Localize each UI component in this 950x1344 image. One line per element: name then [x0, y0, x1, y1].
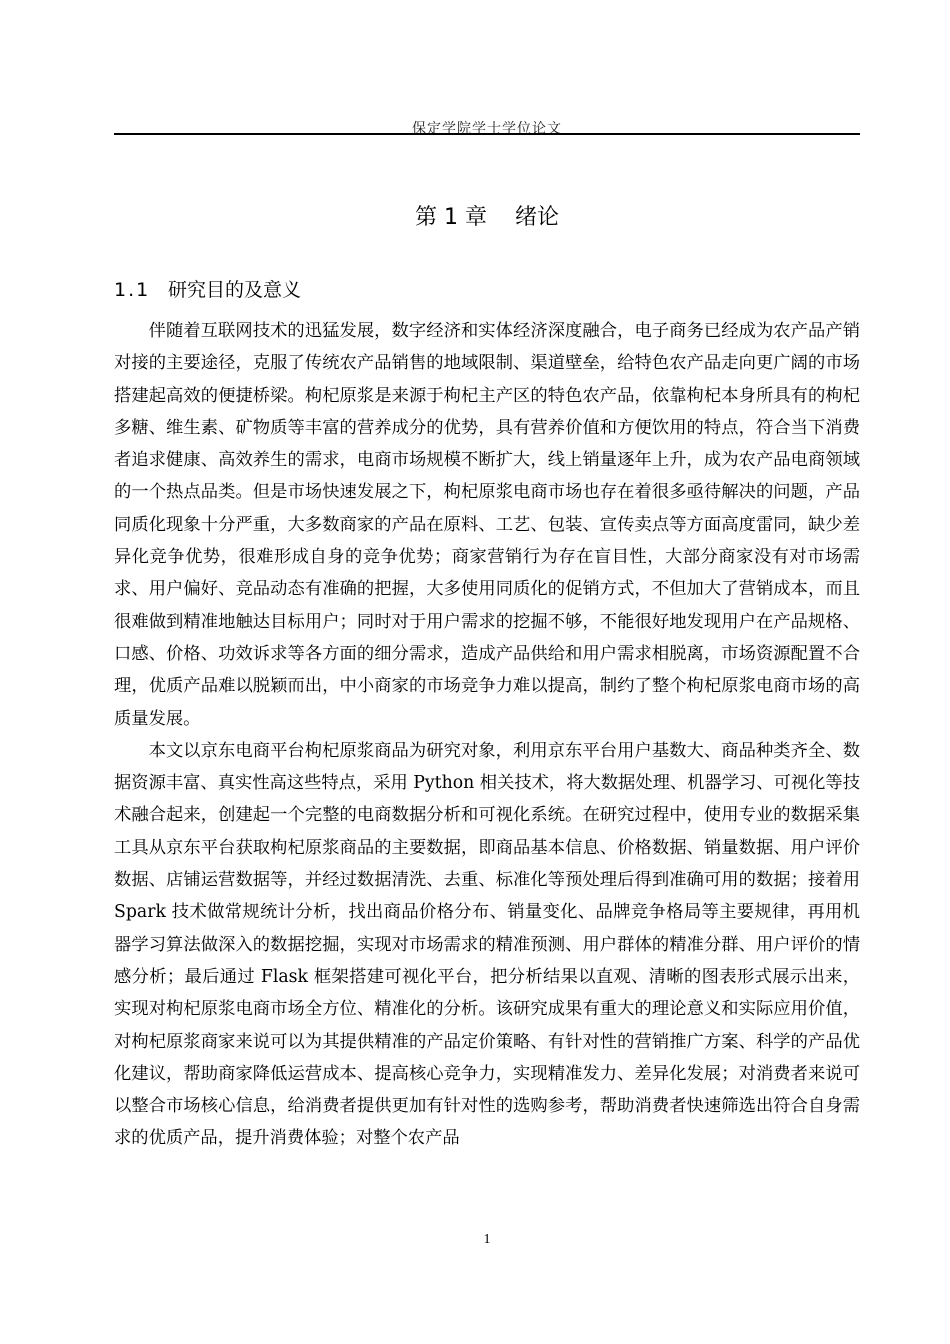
- header-rule: [114, 133, 860, 135]
- chapter-name: 绪论: [514, 205, 559, 230]
- running-header: 保定学院学士学位论文: [412, 121, 562, 137]
- section-name: 研究目的及意义: [168, 279, 302, 301]
- paragraph: 本文以京东电商平台枸杞原浆商品为研究对象，利用京东平台用户基数大、商品种类齐全、数据资源丰富、真实性高这些特点，采用 Python 相关技术，将大数据处理、机器学习、可视化等技术融合起来，创建起一个完整的电商数据分析和可视化系统。在研究过程中，使用专业的数据采集工具从京东平台获取枸杞原浆商品的主要数据，即商品基本信息、价格数据、销量数据、用户评价数据、店铺运营数据等，并经过数据清洗、去重、标准化等预处理后得到准确可用的数据；接着用 Spark 技术做常规统计分析，找出商品价格分布、销量变化、品牌竞争格局等主要规律，再用机器学习算法做深入的数据挖掘，实现对市场需求的精准预测、用户群体的精准分群、用户评价的情感分析；最后通过 Flask 框架搭建可视化平台，把分析结果以直观、清晰的图表形式展示出来，实现对枸杞原浆电商市场全方位、精准化的分析。该研究成果有重大的理论意义和实际应用价值，对枸杞原浆商家来说可以为其提供精准的产品定价策略、有针对性的营销推广方案、科学的产品优化建议，帮助商家降低运营成本、提高核心竞争力，实现精准发力、差异化发展；对消费者来说可以整合市场核心信息，给消费者提供更加有针对性的选购参考，帮助消费者快速筛选出符合自身需求的优质产品，提升消费体验；对整个农产品: [114, 740, 860, 1149]
- page-number: 1: [483, 1232, 491, 1247]
- section-number: 1.1: [114, 279, 151, 301]
- paragraph: 伴随着互联网技术的迅猛发展，数字经济和实体经济深度融合，电子商务已经成为农产品产销对接的主要途径，克服了传统农产品销售的地域限制、渠道壁垒，给特色农产品走向更广阔的市场搭建起高效的便捷桥梁。枸杞原浆是来源于枸杞主产区的特色农产品，依靠枸杞本身所具有的枸杞多糖、维生素、矿物质等丰富的营养成分的优势，具有营养价值和方便饮用的特点，符合当下消费者追求健康、高效养生的需求，电商市场规模不断扩大，线上销量逐年上升，成为农产品电商领域的一个热点品类。但是市场快速发展之下，枸杞原浆电商市场也存在着很多亟待解决的问题，产品同质化现象十分严重，大多数商家的产品在原料、工艺、包装、宣传卖点等方面高度雷同，缺少差异化竞争优势，很难形成自身的竞争优势；商家营销行为存在盲目性，大部分商家没有对市场需求、用户偏好、竞品动态有准确的把握，大多使用同质化的促销方式，不但加大了营销成本，而且很难做到精准地触达目标用户；同时对于用户需求的挖掘不够，不能很好地发现用户在产品规格、口感、价格、功效诉求等各方面的细分需求，造成产品供给和用户需求相脱离，市场资源配置不合理，优质产品难以脱颖而出，中小商家的市场竞争力难以提高，制约了整个枸杞原浆电商市场的高质量发展。: [114, 321, 860, 729]
- body-text: [114, 315, 860, 1155]
- chapter-title: [114, 200, 860, 231]
- section-heading: [114, 275, 301, 302]
- chapter-number: 第 1 章: [415, 205, 487, 230]
